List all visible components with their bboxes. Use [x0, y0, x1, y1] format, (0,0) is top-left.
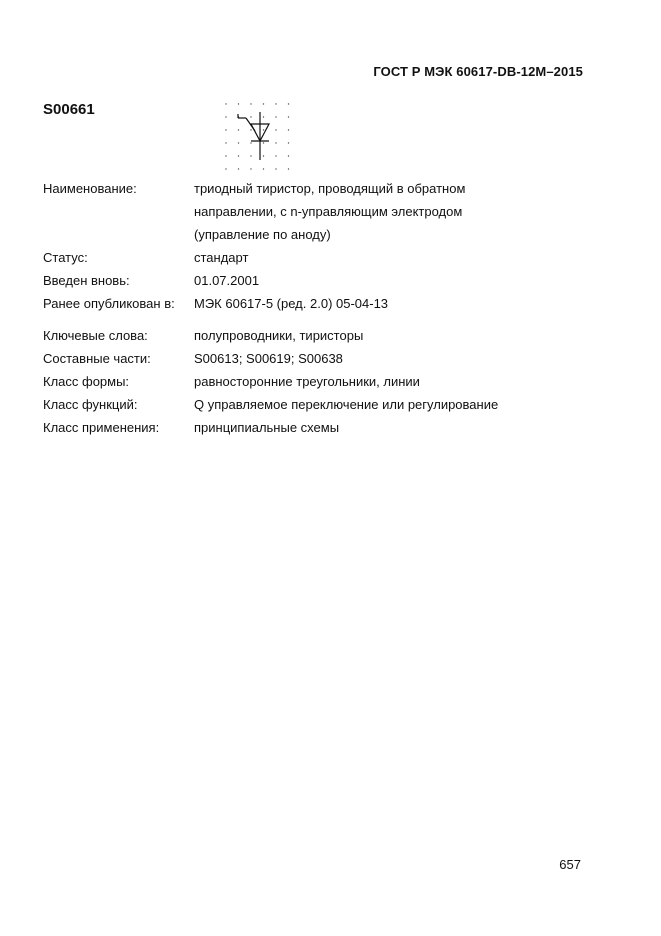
grid-dot [288, 142, 289, 143]
property-value: направлении, с n-управляющим электродом [194, 204, 463, 219]
thyristor-symbol-icon [220, 98, 292, 176]
grid-dot [250, 129, 251, 130]
property-row [43, 223, 603, 246]
grid-dot [250, 103, 251, 104]
property-value: МЭК 60617-5 (ред. 2.0) 05-04-13 [194, 296, 389, 311]
page-number: 657 [559, 857, 581, 872]
property-value: (управление по аноду) [194, 227, 331, 242]
property-label: Класс применения: [43, 420, 160, 435]
grid-dot [225, 103, 226, 104]
properties-list [43, 177, 603, 439]
grid-dot [288, 129, 289, 130]
grid-dot [263, 155, 264, 156]
grid-dot [225, 168, 226, 169]
grid-dot [263, 116, 264, 117]
property-value: принципиальные схемы [194, 420, 340, 435]
property-label: Ключевые слова: [43, 328, 148, 343]
property-label [43, 223, 194, 246]
grid-dot [238, 129, 239, 130]
grid-dot [275, 155, 276, 156]
grid-dot [288, 168, 289, 169]
standard-header: ГОСТ Р МЭК 60617-DB-12M–2015 [373, 64, 583, 79]
grid-dot [275, 168, 276, 169]
property-row [43, 393, 603, 416]
grid-dot [288, 155, 289, 156]
grid-dot [238, 142, 239, 143]
grid-dot [263, 129, 264, 130]
grid-dot [238, 103, 239, 104]
property-label: Ранее опубликован в: [43, 296, 175, 311]
grid-dot [225, 155, 226, 156]
property-value: S00613; S00619; S00638 [194, 351, 343, 366]
property-label: Статус: [43, 250, 88, 265]
grid-dot [250, 142, 251, 143]
grid-dot [288, 116, 289, 117]
symbol-code: S00661 [43, 101, 95, 118]
grid-dot [275, 116, 276, 117]
property-value: триодный тиристор, проводящий в обратном [194, 181, 466, 196]
property-row [43, 177, 603, 200]
property-row [43, 370, 603, 393]
grid-dot [225, 142, 226, 143]
property-label: Введен вновь: [43, 273, 130, 288]
grid-dot [288, 103, 289, 104]
property-row [43, 200, 603, 223]
grid-dot [250, 116, 251, 117]
grid-dot [238, 168, 239, 169]
grid-dot [263, 168, 264, 169]
property-value: 01.07.2001 [194, 273, 260, 288]
grid-dot [263, 142, 264, 143]
property-label: Наименование: [43, 181, 137, 196]
property-row [43, 416, 603, 439]
grid-dot [250, 168, 251, 169]
property-value: стандарт [194, 250, 249, 265]
grid-dot [238, 155, 239, 156]
grid-dot [263, 103, 264, 104]
grid-dot [275, 142, 276, 143]
grid-dot [275, 103, 276, 104]
grid-dot [225, 116, 226, 117]
property-value: Q управляемое переключение или регулирование [194, 397, 499, 412]
grid-dot [225, 129, 226, 130]
property-row [43, 292, 603, 315]
grid-dot [275, 129, 276, 130]
property-label: Класс формы: [43, 374, 130, 389]
property-row [43, 269, 603, 292]
property-row [43, 347, 603, 370]
property-value: полупроводники, тиристоры [194, 328, 364, 343]
property-label: Класс функций: [43, 397, 138, 412]
property-value: равносторонние треугольники, линии [194, 374, 420, 389]
property-label: Составные части: [43, 351, 151, 366]
property-row [43, 246, 603, 269]
grid-dot [250, 155, 251, 156]
property-label [43, 200, 194, 223]
property-row [43, 324, 603, 347]
